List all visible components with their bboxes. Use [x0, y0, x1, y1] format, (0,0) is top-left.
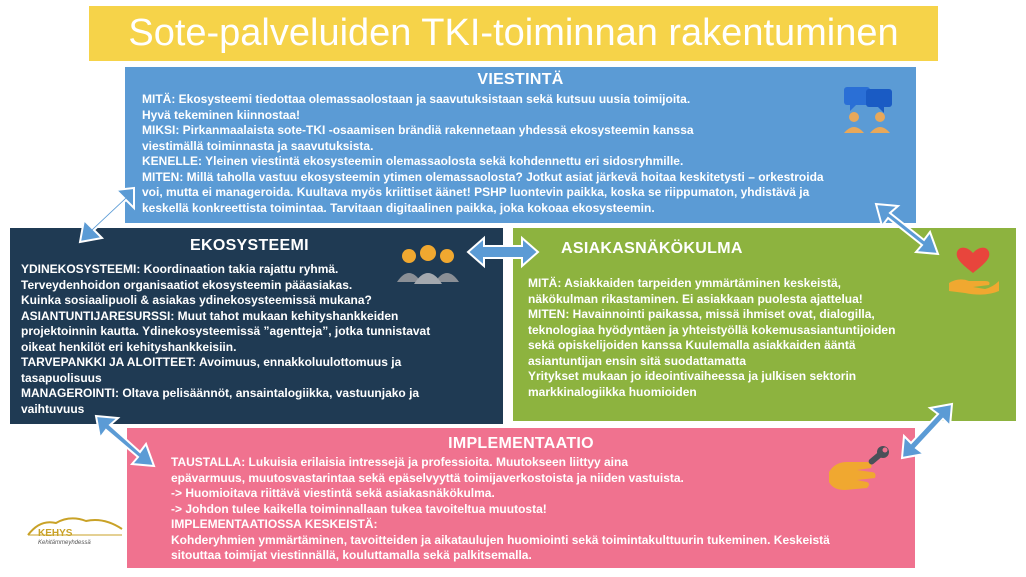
- double-arrow-icon: [872, 200, 942, 258]
- page-title: Sote-palveluiden TKI-toiminnan rakentuminen: [128, 12, 899, 54]
- hand-heart-icon: [945, 243, 1001, 297]
- viestinta-line: viestimällä toiminnasta ja saavutuksista.: [142, 138, 374, 153]
- viestinta-body: [142, 92, 824, 216]
- logo-tagline: Kehitämmeyhdessä: [38, 540, 91, 546]
- implementaatio-line: sitouttaa toimijat viestinnällä, kouluttamalla sekä palkitsemalla.: [171, 548, 532, 562]
- implementaatio-line: TAUSTALLA: Lukuisia erilaisia intressejä ja professioita. Muutokseen liittyy aina: [171, 455, 629, 469]
- asiakas-line: asiantuntijan ensin sitä suodattamatta: [528, 353, 747, 368]
- ekosysteemi-heading: EKOSYSTEEMI: [190, 237, 309, 254]
- asiakas-line: teknologiaa hyödyntäen ja yhteistyöllä kokemusasiantuntijoiden: [528, 322, 896, 337]
- asiakas-body: [528, 276, 895, 400]
- kehys-logo: [26, 515, 146, 565]
- ekosysteemi-line: Terveydenhoidon organisaatiot ekosysteemin pääasiakas.: [21, 277, 353, 292]
- viestinta-line: MITEN: Millä taholla vastuu ekosysteemin ytimen olemassaolosta? Jotkut asiat järkevä hoitaa keskitetysti – orkestroida: [142, 169, 824, 184]
- viestinta-line: MIKSI: Pirkanmaalaista sote-TKI -osaamisen brändiä rakennetaan yhdessä ekosysteemin kanssa: [142, 123, 694, 137]
- chat-people-icon: [840, 85, 898, 141]
- asiakas-line: Yritykset mukaan jo ideointivaiheessa ja julkisen sektorin: [528, 369, 857, 383]
- double-arrow-icon: [92, 412, 158, 470]
- viestinta-line: voi, mutta ei manageroida. Kuultava myös kriittiset äänet! PSHP luontevin paikka, koska se riippumaton, yhdistävä ja: [142, 185, 810, 199]
- implementaatio-heading: IMPLEMENTAATIO: [448, 435, 594, 452]
- viestinta-line: Hyvä tekeminen kiinnostaa!: [142, 107, 301, 122]
- viestinta-line: KENELLE: Yleinen viestintä ekosysteemin olemassaolosta sekä kohdennettu eri sidosryhmille.: [142, 154, 684, 168]
- implementaatio-line: Kohderyhmien ymmärtäminen, tavoitteiden ja aikataulujen huomiointi sekä toimintakulttuurin tukeminen. Keskeistä: [171, 532, 830, 547]
- double-arrow-icon: [76, 184, 138, 246]
- hand-wrench-icon: [827, 446, 891, 494]
- double-arrow-icon: [898, 400, 956, 462]
- asiakas-line: MITÄ: Asiakkaiden tarpeiden ymmärtäminen keskeistä,: [528, 276, 842, 290]
- ekosysteemi-line: vaihtuvuus: [21, 401, 85, 416]
- implementaatio-body: [171, 455, 830, 564]
- implementaatio-line: -> Johdon tulee kaikella toiminnallaan tukea tavoiteltua muutosta!: [171, 501, 547, 516]
- ekosysteemi-line: oikeat henkilöt eri kehityshankkeisiin.: [21, 339, 237, 354]
- viestinta-heading: VIESTINTÄ: [477, 71, 564, 88]
- ekosysteemi-line: ASIANTUNTIJARESURSSI: Muut tahot mukaan kehityshankkeiden: [21, 308, 399, 323]
- viestinta-line: keskellä konkreettista toimintaa. Tarvitaan digitaalinen paikka, joka kokoaa ekosysteemin.: [142, 200, 655, 215]
- ekosysteemi-line: Kuinka sosiaalipuoli & asiakas ydinekosysteemissä mukana?: [21, 293, 372, 307]
- implementaatio-line: -> Huomioitava riittävä viestintä sekä asiakasnäkökulma.: [171, 486, 495, 500]
- asiakas-heading: ASIAKASNÄKÖKULMA: [561, 240, 743, 257]
- viestinta-panel: [125, 67, 916, 223]
- asiakas-line: sekä opiskelijoiden kanssa Kuulemalla asiakkaiden ääntä: [528, 338, 856, 352]
- asiakas-line: markkinalogiikka huomioiden: [528, 384, 697, 399]
- viestinta-line: MITÄ: Ekosysteemi tiedottaa olemassaolostaan ja saavutuksistaan sekä kutsuu uusia toimijoita.: [142, 92, 691, 106]
- ekosysteemi-body: [21, 262, 430, 417]
- double-arrow-icon: [466, 234, 540, 270]
- asiakas-line: MITEN: Havainnointi paikassa, missä ihmiset ovat, dialogilla,: [528, 307, 875, 321]
- implementaatio-line: epävarmuus, muutosvastarintaa sekä epäselvyyttä toimijaverkostoista ja niiden vastuista.: [171, 470, 684, 485]
- ekosysteemi-panel: [10, 228, 503, 424]
- title-bar: [89, 6, 938, 61]
- group-people-icon: [395, 242, 461, 286]
- ekosysteemi-line: MANAGEROINTI: Oltava pelisäännöt, ansaintalogiikka, vastuunjako ja: [21, 386, 420, 400]
- implementaatio-line: IMPLEMENTAATIOSSA KESKEISTÄ:: [171, 517, 378, 531]
- implementaatio-panel: [127, 428, 915, 568]
- ekosysteemi-line: tasapuolisuus: [21, 370, 102, 385]
- logo-name: KEHYS: [38, 528, 73, 539]
- asiakas-line: näkökulman rikastaminen. Ei asiakkaan puolesta ajattelua!: [528, 291, 863, 306]
- ekosysteemi-line: YDINEKOSYSTEEMI: Koordinaation takia rajattu ryhmä.: [21, 262, 339, 276]
- ekosysteemi-line: TARVEPANKKI JA ALOITTEET: Avoimuus, ennakkoluulottomuus ja: [21, 355, 402, 369]
- ekosysteemi-line: projektoinnin kautta. Ydinekosysteemissä ”agentteja”, jotka tunnistavat: [21, 324, 431, 338]
